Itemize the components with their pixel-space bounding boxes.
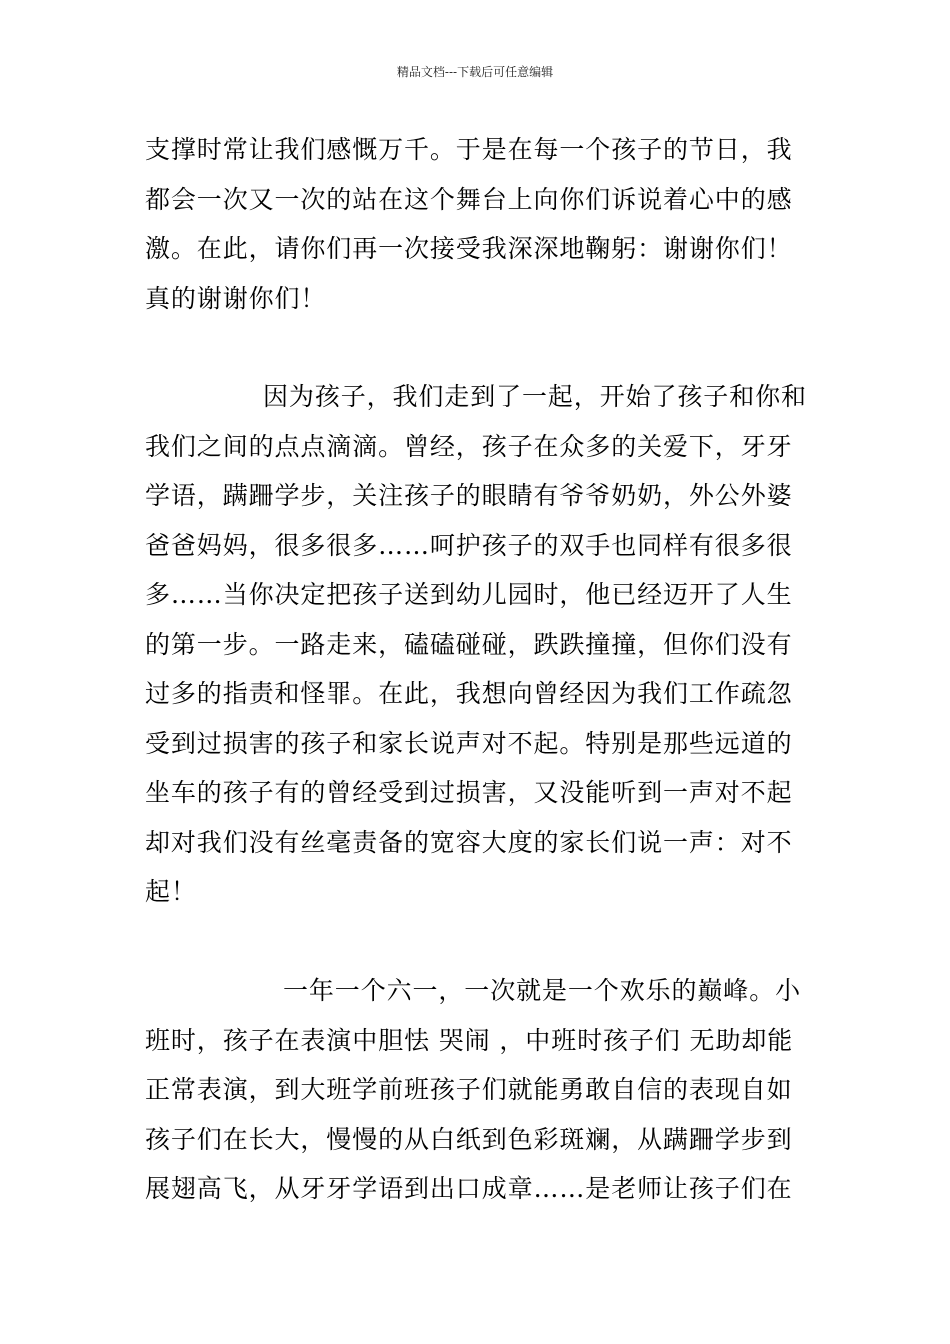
text-line: 因为孩子，我们走到了一起，开始了孩子和你和: [263, 382, 807, 411]
text-line: 激。在此，请你们再一次接受我深深地鞠躬：谢谢你们！: [145, 234, 793, 263]
text-line: 起！: [145, 877, 197, 906]
text-line: 我们之间的点点滴滴。曾经，孩子在众多的关爱下，牙牙: [145, 431, 793, 461]
paragraph-1: [145, 125, 807, 323]
text-line: 班时，孩子在表演中胆怯 哭闹 ，中班时孩子们 无助却能: [145, 1025, 794, 1055]
text-line: 学语，蹒跚学步，关注孩子的眼睛有爷爷奶奶，外公外婆: [145, 481, 793, 510]
text-line: 真的谢谢你们！: [145, 283, 327, 313]
text-line: 支撑时常让我们感慨万千。于是在每一个孩子的节日，我: [145, 135, 793, 164]
text-line: 展翅高飞，从牙牙学语到出口成章……是老师让孩子们在: [145, 1174, 793, 1203]
text-line: 爸爸妈妈，很多很多……呵护孩子的双手也同样有很多很: [145, 530, 793, 560]
text-line: 的第一步。一路走来，磕磕碰碰，跌跌撞撞，但你们没有: [145, 629, 793, 659]
page-header: 精品文档---下载后可任意编辑: [396, 65, 554, 79]
text-line: 多……当你决定把孩子送到幼儿园时，他已经迈开了人生: [145, 580, 793, 609]
paragraph-3: [145, 966, 807, 1214]
text-line: 受到过损害的孩子和家长说声对不起。特别是那些远道的: [145, 728, 793, 758]
text-line: 都会一次又一次的站在这个舞台上向你们诉说着心中的感: [145, 184, 793, 214]
text-line: 过多的指责和怪罪。在此，我想向曾经因为我们工作疏忽: [145, 679, 793, 708]
text-line: 一年一个六一，一次就是一个欢乐的巅峰。小: [283, 976, 802, 1005]
paragraph-2: [145, 372, 807, 917]
text-line: 却对我们没有丝毫责备的宽容大度的家长们说一声：对不: [145, 827, 793, 857]
text-line: 坐车的孩子有的曾经受到过损害，又没能听到一声对不起: [145, 778, 793, 807]
text-line: 正常表演，到大班学前班孩子们就能勇敢自信的表现自如: [145, 1075, 793, 1104]
text-line: 孩子们在长大，慢慢的从白纸到色彩斑斓，从蹒跚学步到: [145, 1124, 793, 1154]
